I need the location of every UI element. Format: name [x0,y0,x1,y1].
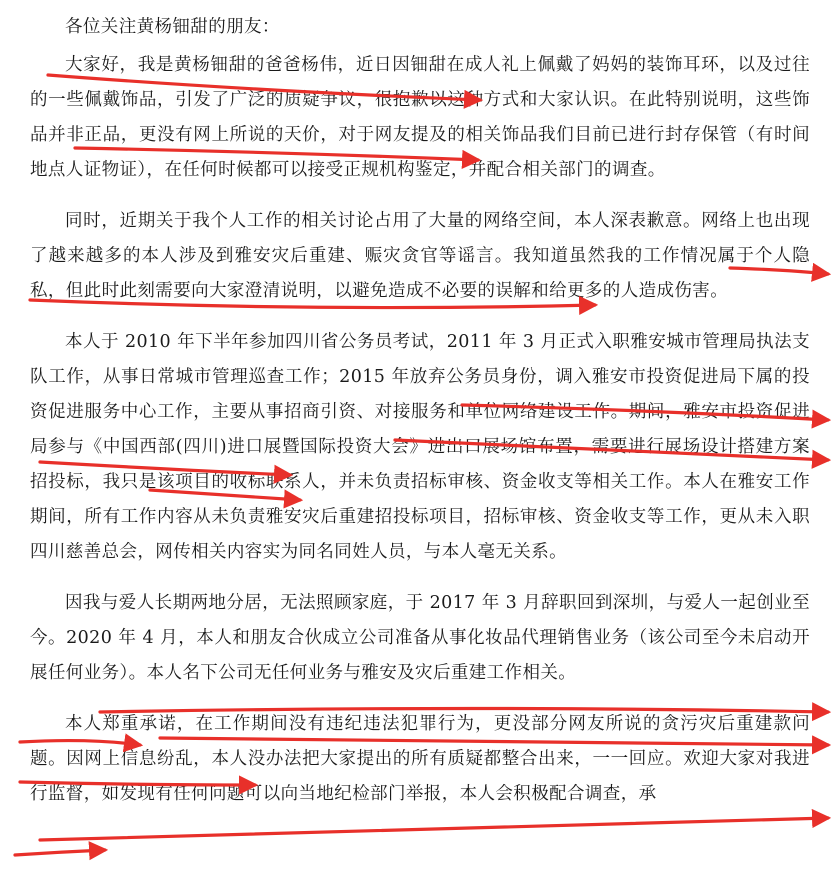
arrow-annotation [15,850,105,855]
paragraph-apology: 同时，近期关于我个人工作的相关讨论占用了大量的网络空间，本人深表歉意。网络上也出现了越来越多的本人涉及到雅安灾后重建、赈灾贪官等谣言。我知道虽然我的工作情况属于个人隐私，但此时此刻需要向大家澄清说明，以避免造成不必要的误解和给更多的人造成伤害。 [30,211,810,301]
paragraph-work-history: 本人于 2010 年下半年参加四川省公务员考试，2011 年 3 月正式入职雅安城市管理局执法支队工作，从事日常城市管理巡查工作；2015 年放弃公务员身份，调入雅安市投资促进局下属的投资促进服务中心工作，主要从事招商引资、对接服务和单位网络建设工作。期间，雅安市投资促进局参与《中国西部(四川)进口展暨国际投资大会》进出口展场馆布置，需要进行展场设计搭建方案招投标，我只是该项目的收标联系人，并未负责招标审核、资金收支等相关工作。本人在雅安工作期间，所有工作内容从未负责雅安灾后重建招投标项目，招标审核、资金收支等工作，更从未入职四川慈善总会，网传相关内容实为同名同姓人员，与本人毫无关系。 [30,332,810,562]
letter-salutation: 各位关注黄杨钿甜的朋友： [65,17,280,37]
letter-body [30,10,810,828]
paragraph-earrings: 大家好，我是黄杨钿甜的爸爸杨伟，近日因钿甜在成人礼上佩戴了妈妈的装饰耳环，以及过往的一些佩戴饰品，引发了广泛的质疑争议，很抱歉以这种方式和大家认识。在此特别说明，这些饰品并非正品，更没有网上所说的天价，对于网友提及的相关饰品我们目前已进行封存保管（有时间地点人证物证），在任何时候都可以接受正规机构鉴定，并配合相关部门的调查。 [30,55,810,180]
paragraph-shenzhen-business: 因我与爱人长期两地分居，无法照顾家庭，于 2017 年 3 月辞职回到深圳，与爱人一起创业至今。2020 年 4 月，本人和朋友合伙成立公司准备从事化妆品代理销售业务（该公司至今未启动开展任何业务）。本人名下公司无任何业务与雅安及灾后重建工作相关。 [30,593,810,683]
paragraph-commitment: 本人郑重承诺，在工作期间没有违纪违法犯罪行为，更没部分网友所说的贪污灾后重建款问题。因网上信息纷乱，本人没办法把大家提出的所有质疑都整合出来，一一回应。欢迎大家对我进行监督，如发现有任何问题可以向当地纪检部门举报，本人会积极配合调查，承 [30,714,810,804]
